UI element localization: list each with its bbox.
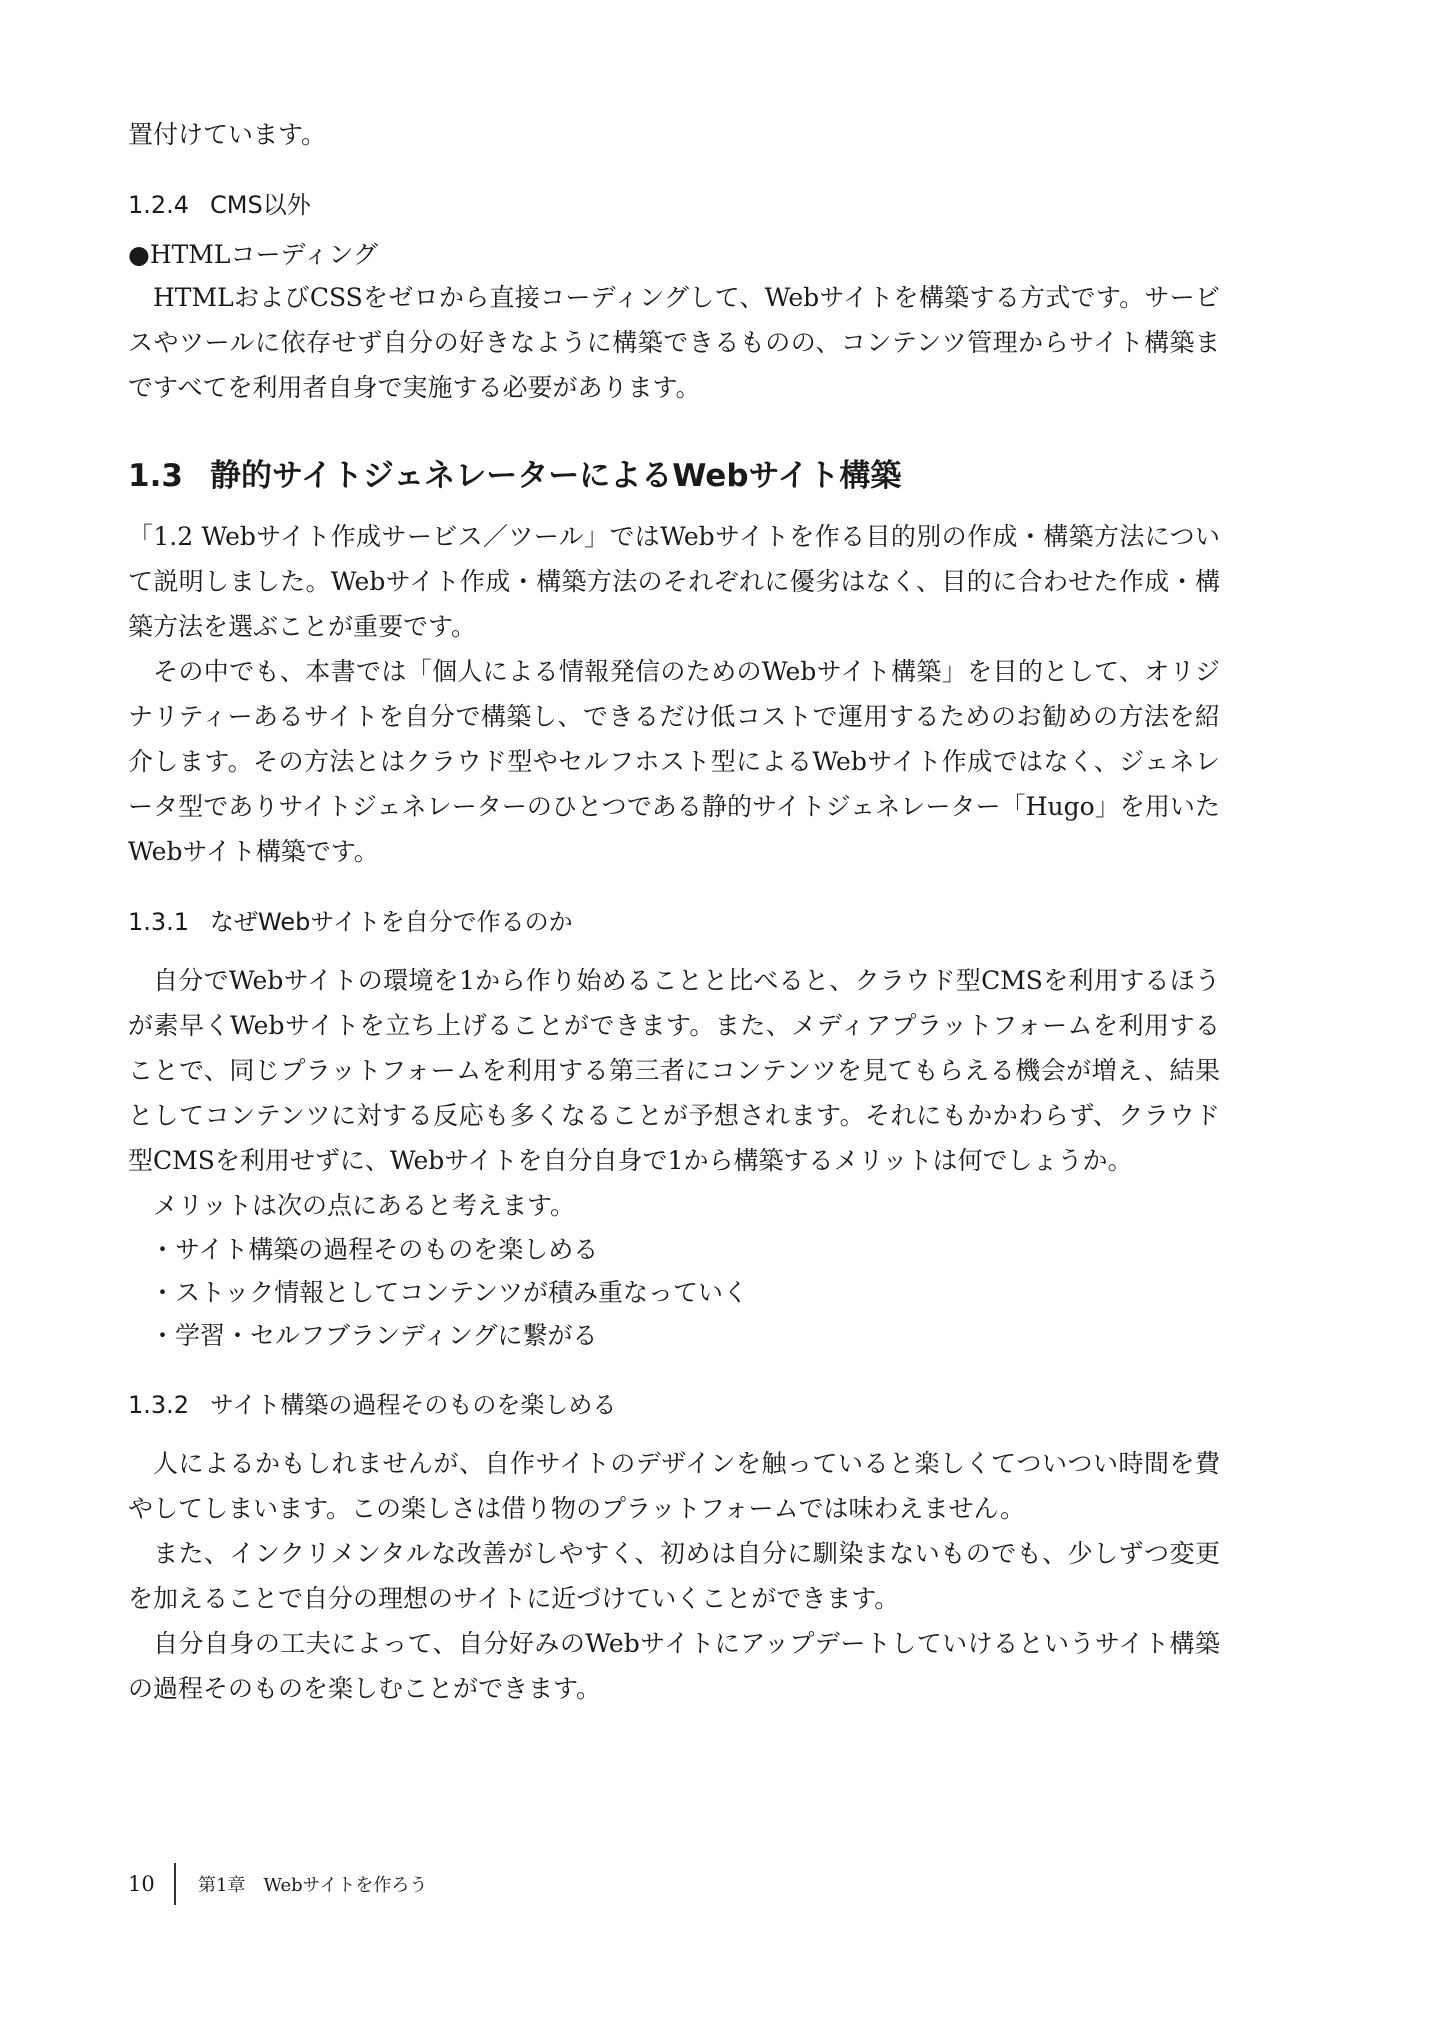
paragraph: メリットは次の点にあると考えます。: [153, 1191, 576, 1220]
section-title: CMS以外: [210, 191, 311, 219]
section-number: 1.3: [128, 458, 183, 494]
section-title: 静的サイトジェネレーターによるWebサイト構築: [210, 458, 902, 494]
list-item: ・ストック情報としてコンテンツが積み重なっていく: [150, 1278, 749, 1307]
section-number: 1.2.4: [128, 191, 190, 219]
list-item: ・学習・セルフブランディングに繋がる: [150, 1321, 598, 1350]
page-body: [128, 112, 1220, 1711]
footer-divider: [174, 1863, 176, 1905]
section-number: 1.3.2: [128, 1391, 190, 1419]
page-footer: [128, 1862, 427, 1906]
section-1-3-1-heading: [128, 902, 1220, 942]
intro-tail-text: 置付けています。: [128, 120, 327, 149]
section-title: サイト構築の過程そのものを楽しめる: [210, 1391, 617, 1419]
page-number: 10: [128, 1872, 155, 1896]
paragraph: 人によるかもしれませんが、自作サイトのデザインを触っていると楽しくてついつい時間を費やしてしまいます。この楽しさは借り物のプラットフォームでは味わえません。: [128, 1449, 1220, 1523]
paragraph: 「1.2 Webサイト作成サービス／ツール」ではWebサイトを作る目的別の作成・構築方法について説明しました。Webサイト作成・構築方法のそれぞれに優劣はなく、目的に合わせた作成・構築方法を選ぶことが重要です。: [128, 522, 1220, 641]
bullet-heading-html-coding: ●HTMLコーディング: [128, 240, 378, 269]
paragraph: 自分自身の工夫によって、自分好みのWebサイトにアップデートしていけるというサイト構築の過程そのものを楽しむことができます。: [128, 1629, 1220, 1703]
chapter-title: 第1章 Webサイトを作ろう: [198, 1875, 428, 1896]
section-1-3-2-heading: [128, 1385, 1220, 1425]
paragraph: また、インクリメンタルな改善がしやすく、初めは自分に馴染まないものでも、少しずつ変更を加えることで自分の理想のサイトに近づけていくことができます。: [128, 1539, 1220, 1613]
section-1-3-heading: [128, 452, 1220, 500]
section-1-2-4-heading: [128, 185, 1220, 225]
paragraph: 自分でWebサイトの環境を1から作り始めることと比べると、クラウド型CMSを利用するほうが素早くWebサイトを立ち上げることができます。また、メディアプラットフォームを利用することで、同じプラットフォームを利用する第三者にコンテンツを見てもらえる機会が増え、結果としてコンテンツに対する反応も多くなることが予想されます。それにもかかわらず、クラウド型CMSを利用せずに、Webサイトを自分自身で1から構築するメリットは何でしょうか。: [128, 966, 1220, 1175]
paragraph: その中でも、本書では「個人による情報発信のためのWebサイト構築」を目的として、オリジナリティーあるサイトを自分で構築し、できるだけ低コストで運用するためのお勧めの方法を紹介します。その方法とはクラウド型やセルフホスト型によるWebサイト作成ではなく、ジェネレータ型でありサイトジェネレーターのひとつである静的サイトジェネレーター「Hugo」を用いたWebサイト構築です。: [128, 657, 1220, 866]
section-number: 1.3.1: [128, 908, 190, 936]
section-title: なぜWebサイトを自分で作るのか: [210, 908, 573, 936]
list-item: ・サイト構築の過程そのものを楽しめる: [150, 1235, 599, 1264]
paragraph: HTMLおよびCSSをゼロから直接コーディングして、Webサイトを構築する方式です。サービスやツールに依存せず自分の好きなように構築できるものの、コンテンツ管理からサイト構築まですべてを利用者自身で実施する必要があります。: [128, 283, 1220, 402]
